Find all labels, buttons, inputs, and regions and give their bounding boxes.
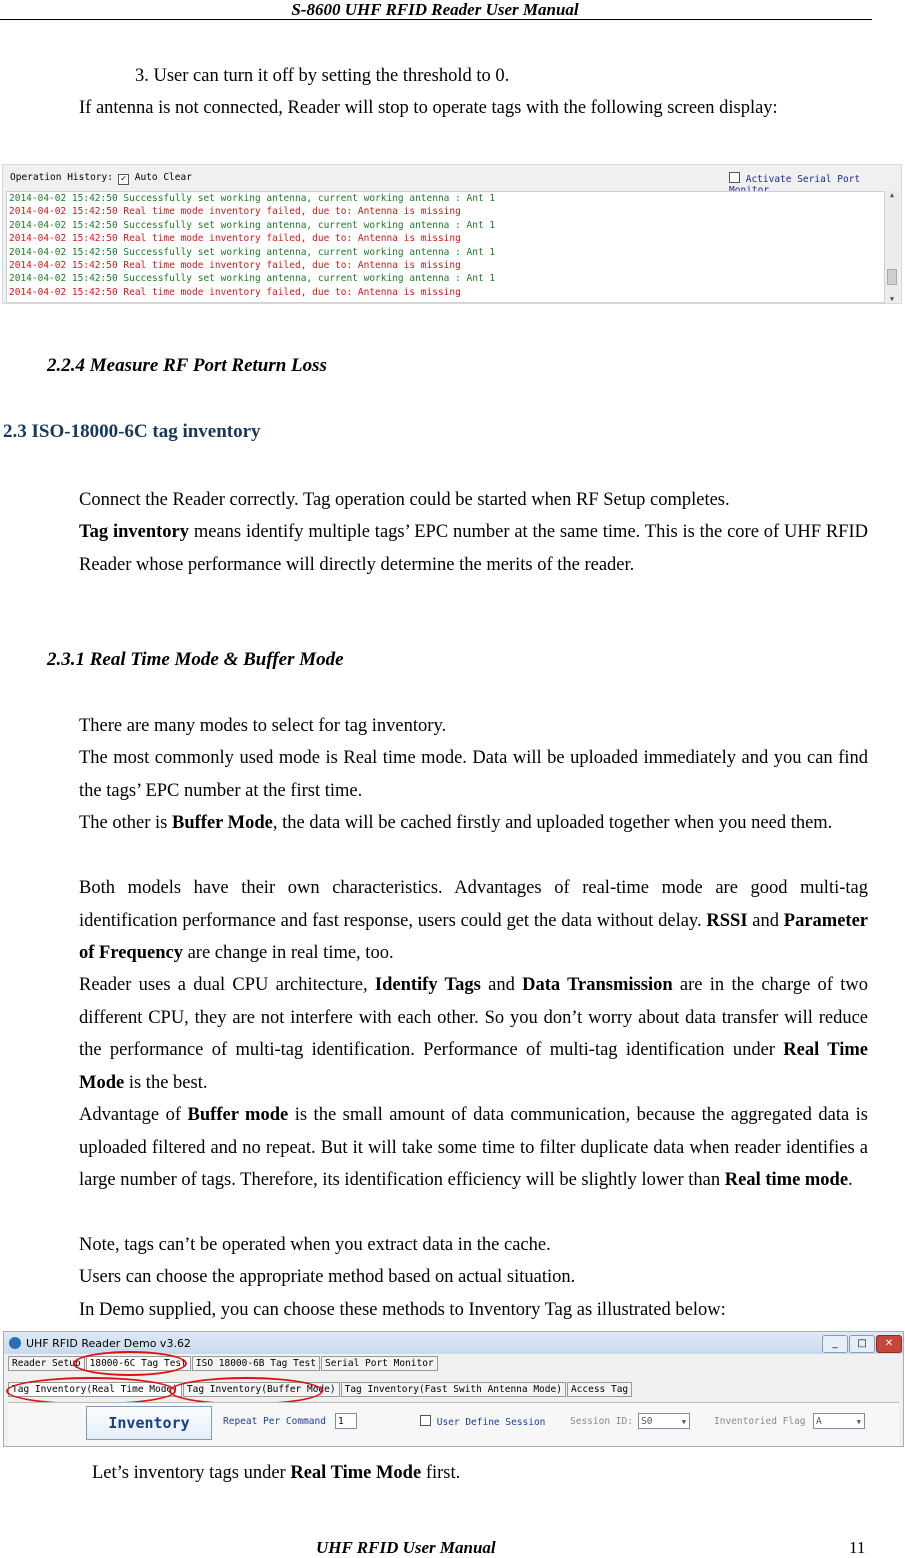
text-run: Advantage of: [79, 1105, 188, 1125]
tab-iso-18000-6b[interactable]: ISO 18000-6B Tag Test: [192, 1356, 320, 1371]
bold-term: Data Transmission: [522, 975, 673, 995]
text-run: first.: [421, 1463, 461, 1483]
tab-18000-6c[interactable]: 18000-6C Tag Test: [86, 1356, 191, 1371]
log-scrollbar[interactable]: [884, 191, 899, 303]
text-run: The other is: [79, 813, 172, 833]
text-run: , the data will be cached firstly and uploaded together when you need them.: [272, 813, 833, 833]
inventoried-flag-label: Inventoried Flag: [714, 1416, 806, 1427]
bold-term: Buffer mode: [187, 1105, 289, 1125]
log-line: 2014-04-02 15:42:50 Successfully set working antenna, current working antenna : Ant 1: [9, 273, 496, 285]
tab-serial-port-monitor[interactable]: Serial Port Monitor: [321, 1356, 438, 1371]
operation-log: [6, 191, 886, 303]
checkbox-checked-icon: ✓: [118, 174, 129, 185]
antenna-paragraph: If antenna is not connected, Reader will stop to operate tags with the following screen display:: [79, 98, 778, 118]
sec231-paragraph-5: [79, 969, 868, 1099]
tab-realtime-mode[interactable]: Tag Inventory(Real Time Mode): [8, 1382, 182, 1397]
footer-title: UHF RFID User Manual: [316, 1538, 496, 1557]
bold-term: Real Time Mode: [79, 1040, 868, 1093]
checkbox-unchecked-icon: [420, 1415, 431, 1426]
user-session-label: User Define Session: [436, 1417, 546, 1428]
highlight-ring: [73, 1351, 187, 1376]
session-id-label: Session ID:: [570, 1416, 633, 1427]
text-run: and: [747, 910, 784, 931]
highlight-ring: [6, 1377, 176, 1405]
tab-fast-switch-antenna[interactable]: Tag Inventory(Fast Swith Antenna Mode): [341, 1382, 566, 1397]
text-run: means identify multiple tags’ EPC number at the same time. This is the core of UHF RFID Reader whose performance will directly determine the merits of the reader.: [79, 522, 868, 575]
heading-2-3-1: 2.3.1 Real Time Mode & Buffer Mode: [47, 649, 344, 670]
repeat-input[interactable]: 1: [335, 1413, 357, 1429]
bold-term: Parameter of Frequency: [79, 910, 869, 963]
sec231-paragraph-8: Users can choose the appropriate method based on actual situation.: [79, 1267, 576, 1287]
chevron-down-icon: ▼: [856, 1418, 861, 1426]
heading-2-3: 2.3 ISO-18000-6C tag inventory: [3, 421, 261, 442]
bold-term: Tag inventory: [79, 522, 190, 542]
session-id-value: S0: [641, 1416, 653, 1427]
list-item-3: 3. User can turn it off by setting the threshold to 0.: [135, 66, 510, 86]
text-run: Reader uses a dual CPU architecture,: [79, 975, 375, 995]
log-line: 2014-04-02 15:42:50 Real time mode inventory failed, due to: Antenna is missing: [9, 206, 461, 218]
scroll-down-icon[interactable]: ▼: [889, 295, 895, 303]
log-line: 2014-04-02 15:42:50 Successfully set working antenna, current working antenna : Ant 1: [9, 193, 496, 204]
sec231-paragraph-9: In Demo supplied, you can choose these methods to Inventory Tag as illustrated below:: [79, 1300, 726, 1320]
maximize-button[interactable]: □: [849, 1335, 875, 1353]
highlight-ring: [169, 1377, 323, 1405]
sec231-paragraph-1: There are many modes to select for tag inventory.: [79, 716, 447, 736]
inventoried-flag-value: A: [816, 1416, 822, 1427]
log-line: 2014-04-02 15:42:50 Successfully set working antenna, current working antenna : Ant 1: [9, 246, 496, 258]
scroll-up-icon[interactable]: ▲: [889, 191, 895, 199]
inventoried-flag-select[interactable]: [813, 1413, 865, 1429]
sec231-paragraph-4: [79, 872, 868, 970]
checkbox-unchecked-icon: [729, 172, 740, 183]
text-run: Let’s inventory tags under: [92, 1463, 291, 1483]
tab-access-tag[interactable]: Access Tag: [567, 1382, 632, 1397]
closing-paragraph: [92, 1457, 881, 1490]
bold-term: RSSI: [706, 910, 748, 931]
text-run: .: [848, 1170, 853, 1190]
log-line: 2014-04-02 15:42:50 Real time mode inventory failed, due to: Antenna is missing: [9, 259, 461, 271]
bold-term: Real Time Mode: [290, 1463, 422, 1483]
scroll-thumb[interactable]: [887, 269, 897, 285]
inventory-panel: [8, 1402, 899, 1447]
user-session-checkbox[interactable]: [420, 1415, 545, 1428]
inventory-button[interactable]: Inventory: [86, 1406, 212, 1440]
serial-monitor-label: Activate Serial Port: [745, 174, 861, 185]
repeat-label: Repeat Per Command: [223, 1416, 326, 1427]
text-run: Both models have their own characteristics. Advantages of real-time mode are good multi-tag identification performance and fast response, users could get the data without delay.: [79, 878, 868, 931]
page-header: S-8600 UHF RFID Reader User Manual: [291, 0, 579, 19]
operation-history-label: Operation History:: [10, 172, 113, 183]
chevron-down-icon: ▼: [681, 1418, 686, 1426]
log-line: 2014-04-02 15:42:50 Real time mode inventory failed, due to: Antenna is missing: [9, 233, 461, 245]
log-line: 2014-04-02 15:42:50 Real time mode inventory failed, due to: Antenna is missing: [9, 286, 461, 298]
bold-term: Identify Tags: [374, 975, 481, 995]
operation-history-toolbar: [3, 165, 901, 189]
heading-2-2-4: 2.2.4 Measure RF Port Return Loss: [47, 355, 327, 376]
app-icon: [9, 1337, 21, 1349]
page-number: 11: [849, 1538, 866, 1557]
session-id-select[interactable]: [638, 1413, 690, 1429]
sec23-paragraph-1: Connect the Reader correctly. Tag operation could be started when RF Setup completes.: [79, 490, 730, 510]
tab-reader-setup[interactable]: Reader Setup: [8, 1356, 85, 1371]
text-run: are in the charge of two different CPU, they are not interfere with each other. So you don’t worry about data transfer will reduce the performance of multi-tag identification. Performance of multi-tag identification under: [79, 975, 868, 1060]
auto-clear-checkbox[interactable]: [118, 172, 192, 185]
text-run: and: [480, 975, 523, 995]
bold-term: Buffer Mode: [172, 813, 273, 833]
minimize-button[interactable]: _: [822, 1335, 848, 1353]
log-line: 2014-04-02 15:42:50 Successfully set working antenna, current working antenna : Ant 1: [9, 219, 496, 231]
auto-clear-label: Auto Clear: [134, 172, 192, 183]
tab-buffer-mode[interactable]: Tag Inventory(Buffer Mode): [183, 1382, 340, 1397]
sec231-paragraph-7: Note, tags can’t be operated when you extract data in the cache.: [79, 1235, 551, 1255]
sec231-paragraph-3: [79, 807, 868, 840]
demo-title: UHF RFID Reader Demo v3.62: [26, 1337, 191, 1350]
sec231-paragraph-6: [79, 1099, 868, 1197]
operation-history-panel: [2, 164, 902, 304]
sec231-paragraph-2: The most commonly used mode is Real time mode. Data will be uploaded immediately and you can find the tags’ EPC number at the first time.: [79, 748, 868, 801]
demo-window: [3, 1331, 904, 1447]
text-run: is the small amount of data communication, because the aggregated data is uploaded filtered and no repeat. But it will take some time to filter duplicate data when reader identifies a large number of tags. Therefore, its identification efficiency will be slightly lower than: [79, 1105, 869, 1190]
bold-term: Real time mode: [724, 1170, 849, 1190]
sec23-paragraph-2: [79, 516, 868, 581]
header-rule: [0, 19, 872, 20]
text-run: is the best.: [124, 1072, 208, 1093]
text-run: are change in real time, too.: [182, 943, 394, 963]
close-button[interactable]: ✕: [876, 1335, 902, 1353]
